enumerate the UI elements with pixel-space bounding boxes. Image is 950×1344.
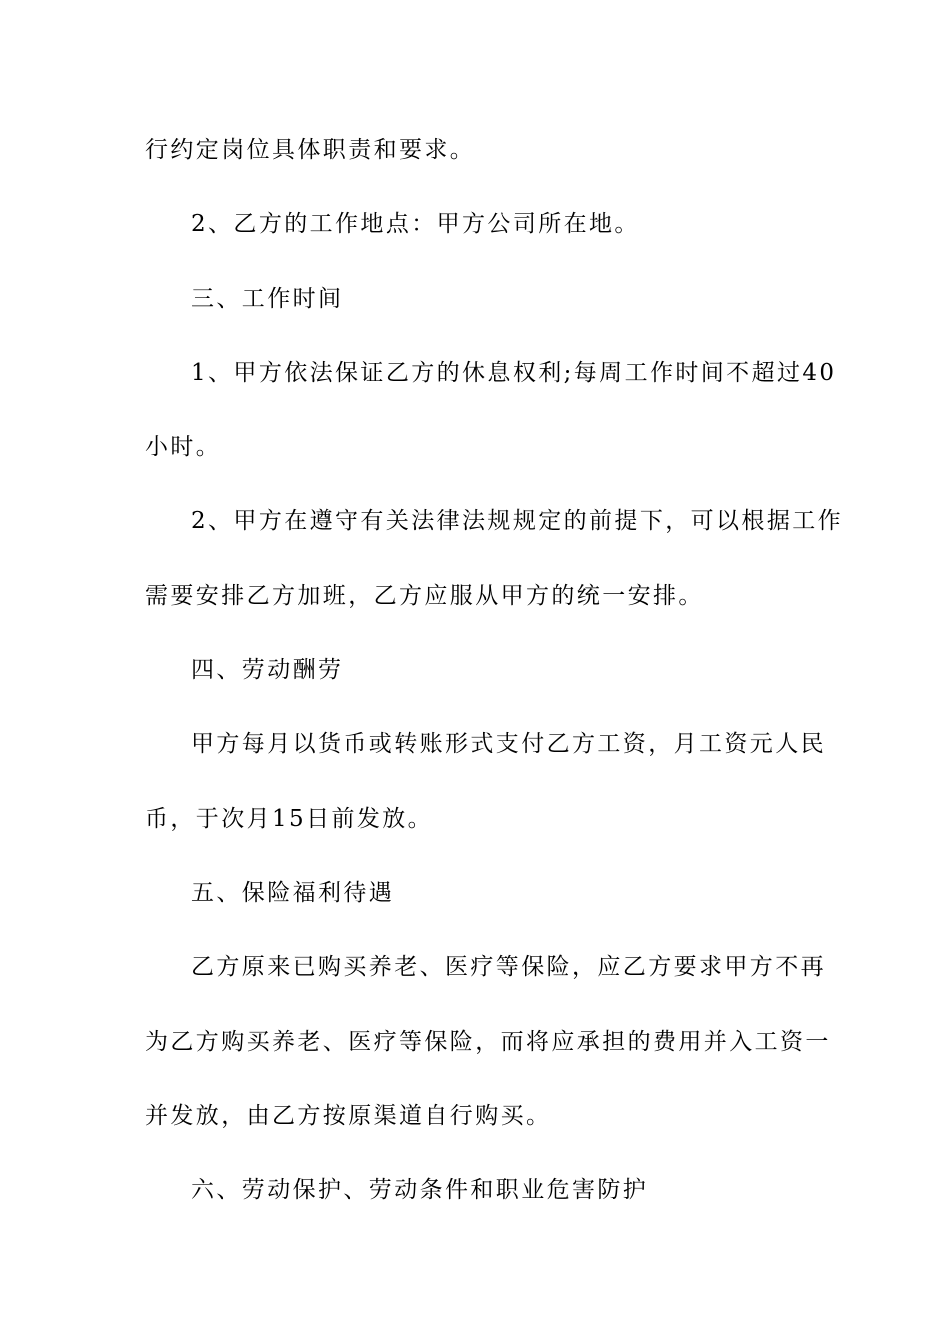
section-heading-insurance: 五、保险福利待遇: [191, 879, 395, 906]
text-line: 行约定岗位具体职责和要求。: [145, 137, 476, 163]
clause-rest-rights: 1、甲方依法保证乙方的休息权利;每周工作时间不超过40: [191, 359, 837, 386]
section-heading-work-time: 三、工作时间: [191, 285, 344, 312]
text-line: 小时。: [145, 434, 222, 461]
clause-salary: 甲方每月以货币或转账形式支付乙方工资，月工资元人民: [191, 731, 826, 758]
clause-insurance: 乙方原来已购买养老、医疗等保险，应乙方要求甲方不再: [191, 954, 826, 981]
document-body: [145, 113, 844, 1227]
clause-overtime: 2、甲方在遵守有关法律法规规定的前提下，可以根据工作: [191, 508, 844, 535]
text-line: 需要安排乙方加班，乙方应服从甲方的统一安排。: [145, 582, 704, 609]
text-line: 币，于次月15日前发放。: [145, 805, 434, 832]
section-heading-remuneration: 四、劳动酬劳: [191, 657, 344, 684]
clause-workplace: 2、乙方的工作地点：甲方公司所在地。: [191, 211, 640, 238]
text-line: 并发放，由乙方按原渠道自行购买。: [145, 1102, 552, 1129]
section-heading-labor-protection: 六、劳动保护、劳动条件和职业危害防护: [191, 1177, 649, 1204]
text-line: 为乙方购买养老、医疗等保险，而将应承担的费用并入工资一: [145, 1028, 831, 1055]
